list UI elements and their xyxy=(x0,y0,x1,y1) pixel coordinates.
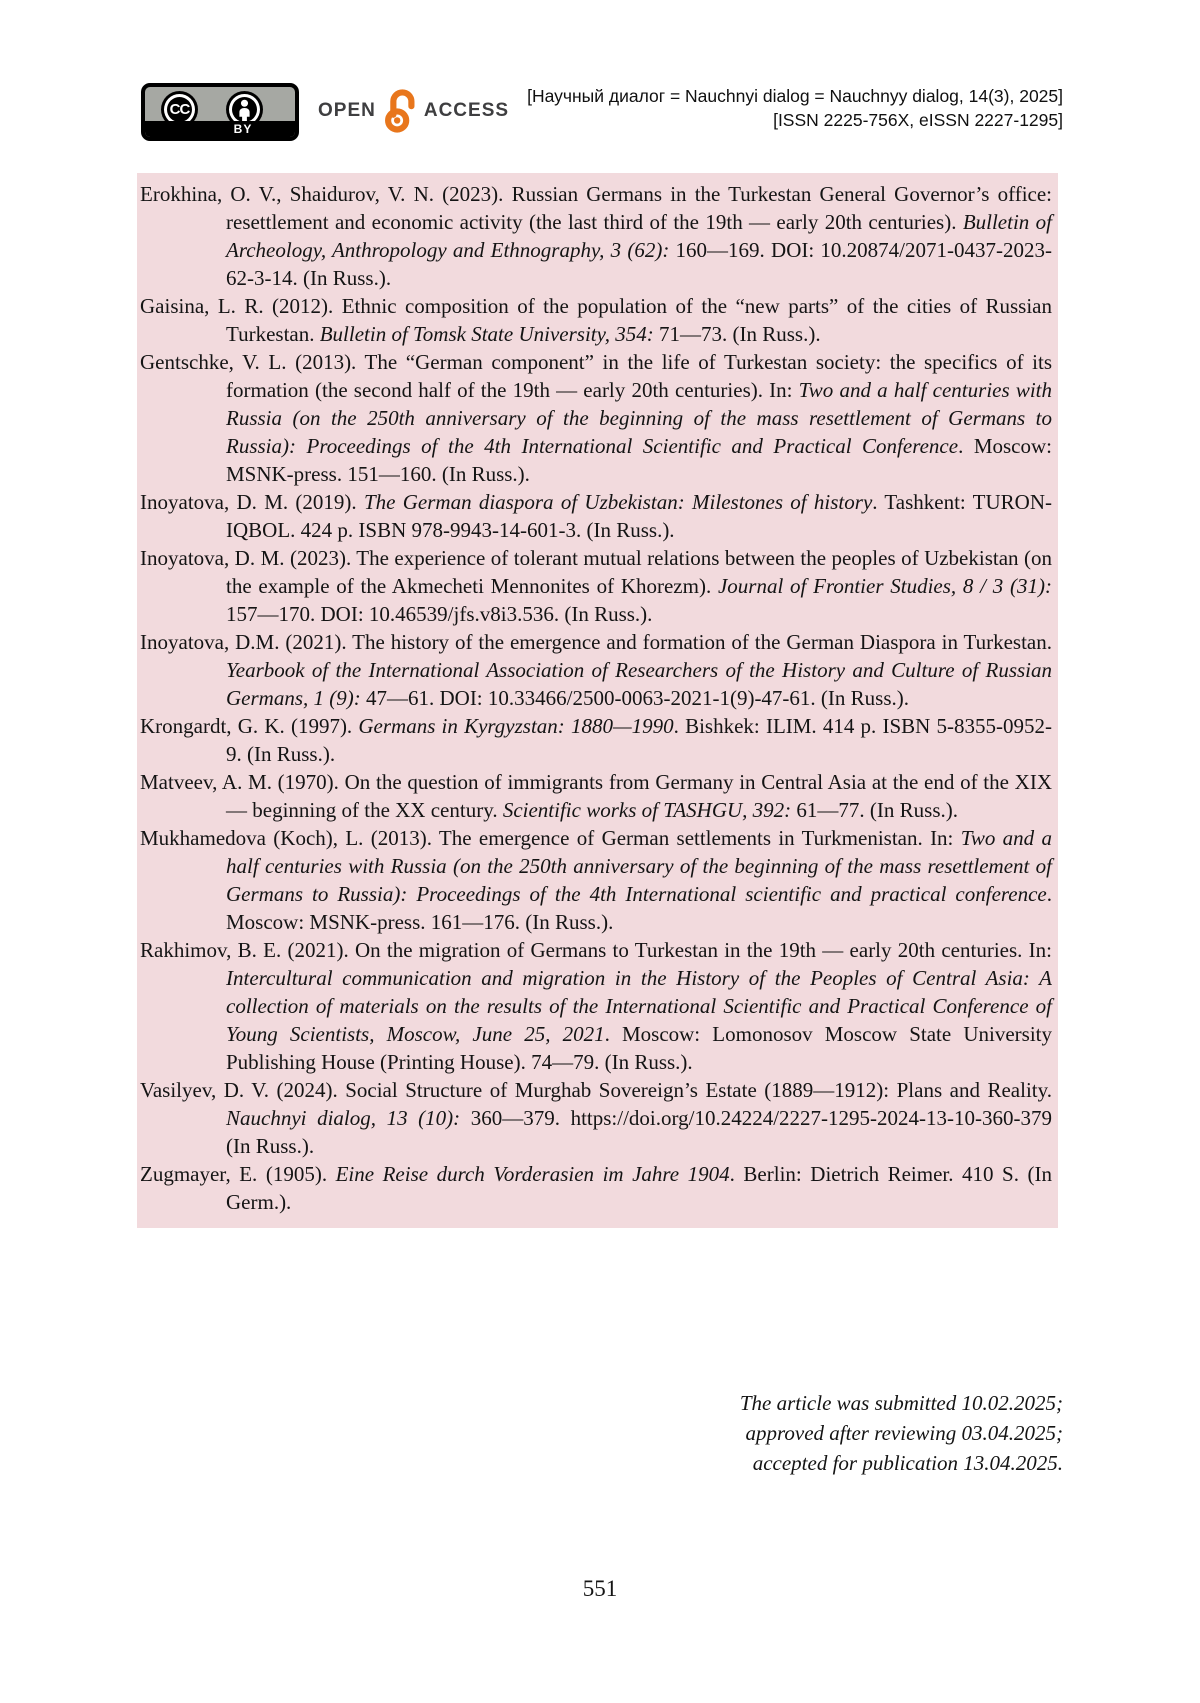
reference-item xyxy=(140,348,1052,488)
approved-line: approved after reviewing 03.04.2025; xyxy=(745,1421,1063,1445)
reference-source-italic: Bulletin of Tomsk State University, 354: xyxy=(319,322,654,346)
journal-title-line: [Научный диалог = Nauchnyi dialog = Nauchnyy dialog, 14(3), 2025] xyxy=(527,86,1063,106)
reference-text: Inoyatova, D. M. (2019). xyxy=(140,490,364,514)
reference-item xyxy=(140,488,1052,544)
reference-item xyxy=(140,768,1052,824)
reference-text: . Tashkent: TURON-IQBOL. 424 p. ISBN 978-9943-14-601-3. (In Russ.). xyxy=(226,490,1052,542)
cc-by-strip xyxy=(145,121,295,137)
reference-source-italic: Yearbook of the International Association of Researchers of the History and Culture of Russian Germans, 1 (9): xyxy=(226,658,1052,710)
reference-text: Gentschke, V. L. (2013). The “German component” in the life of Turkestan society: the specifics of its formation (the second half of the 19th — early 20th centuries). In: xyxy=(140,350,1052,402)
reference-item xyxy=(140,1076,1052,1160)
reference-source-italic: The German diaspora of Uzbekistan: Milestones of history xyxy=(363,490,873,514)
submitted-line: The article was submitted 10.02.2025; xyxy=(739,1391,1063,1415)
reference-item xyxy=(140,824,1052,936)
reference-source-italic: Eine Reise durch Vorderasien im Jahre 1904 xyxy=(335,1162,730,1186)
open-access-access-label: ACCESS xyxy=(423,100,510,121)
reference-source-italic: Nauchnyi dialog, 13 (10): xyxy=(226,1106,461,1130)
reference-item xyxy=(140,936,1052,1076)
reference-text: Gaisina, L. R. (2012). Ethnic composition of the population of the “new parts” of the cities of Russian Turkestan. xyxy=(140,294,1052,346)
reference-text: Vasilyev, D. V. (2024). Social Structure of Murghab Sovereign’s Estate (1889—1912): Plans and Reality. xyxy=(140,1078,1052,1102)
submission-dates xyxy=(740,1388,1063,1478)
cc-by-license-badge xyxy=(141,83,299,141)
reference-text: . Bishkek: ILIM. 414 p. ISBN 5-8355-0952-9. (In Russ.). xyxy=(226,714,1053,766)
journal-header-info xyxy=(527,84,1063,132)
reference-source-italic: Intercultural communication and migration in the History of the Peoples of Central Asia: A collection of materials on the results of the International Scientific and Practical Conference of Young Scientists, Moscow, June 25, 2021 xyxy=(226,966,1052,1046)
reference-text: 71—73. (In Russ.). xyxy=(653,322,821,346)
reference-source-italic: Scientific works of TASHGU, 392: xyxy=(502,798,792,822)
reference-source-italic: Journal of Frontier Studies, 8 / 3 (31): xyxy=(717,574,1052,598)
reference-item xyxy=(140,544,1052,628)
reference-item xyxy=(140,712,1052,768)
reference-text: Rakhimov, B. E. (2021). On the migration of Germans to Turkestan in the 19th — early 20th centuries. In: xyxy=(140,938,1052,962)
reference-text: 47—61. DOI: 10.33466/2500-0063-2021-1(9)-47-61. (In Russ.). xyxy=(360,686,910,710)
reference-text: . Moscow: MSNK-press. 151—160. (In Russ.). xyxy=(226,434,1052,486)
reference-source-italic: Germans in Kyrgyzstan: 1880—1990 xyxy=(358,714,674,738)
reference-item xyxy=(140,1160,1052,1216)
reference-source-italic: Two and a half centuries with Russia (on the 250th anniversary of the beginning of the mass resettlement of Germans to Russia): Proceedings of the 4th International Scientific and Practical Conference xyxy=(226,378,1052,458)
reference-text: Krongardt, G. K. (1997). xyxy=(140,714,359,738)
accepted-line: accepted for publication 13.04.2025. xyxy=(752,1451,1063,1475)
open-access-open-label: OPEN xyxy=(318,100,376,121)
reference-text: . Berlin: Dietrich Reimer. 410 S. (In Germ.). xyxy=(226,1162,1052,1214)
reference-item xyxy=(140,628,1052,712)
reference-source-italic: Bulletin of Archeology, Anthropology and Ethnography, 3 (62): xyxy=(226,210,1052,262)
reference-text: 360—379. https://doi.org/10.24224/2227-1295-2024-13-10-360-379 (In Russ.). xyxy=(226,1106,1053,1158)
reference-text: 61—77. (In Russ.). xyxy=(791,798,959,822)
reference-text: Inoyatova, D. M. (2023). The experience of tolerant mutual relations between the peoples of Uzbekistan (on the example of the Akmecheti Mennonites of Khorezm). xyxy=(140,546,1052,598)
reference-item xyxy=(140,180,1052,292)
references-list xyxy=(137,173,1058,1228)
open-lock-icon xyxy=(381,86,419,134)
reference-item xyxy=(140,292,1052,348)
reference-text: Erokhina, O. V., Shaidurov, V. N. (2023). Russian Germans in the Turkestan General Governor’s office: resettlement and economic activity (the last third of the 19th — early 20th centuries). xyxy=(140,182,1052,234)
reference-text: 160—169. DOI: 10.20874/2071-0437-2023-62-3-14. (In Russ.). xyxy=(226,238,1052,290)
cc-icon-label: CC xyxy=(169,101,190,118)
open-access-logo xyxy=(318,88,509,134)
page-number: 551 xyxy=(582,1576,618,1601)
reference-source-italic: Two and a half centuries with Russia (on the 250th anniversary of the beginning of the mass resettlement of Germans to Russia): Proceedings of the 4th International scientific and practical conference xyxy=(226,826,1052,906)
reference-text: Zugmayer, E. (1905). xyxy=(140,1162,336,1186)
journal-issn-line: [ISSN 2225-756X, eISSN 2227-1295] xyxy=(773,110,1063,130)
reference-text: Mukhamedova (Koch), L. (2013). The emergence of German settlements in Turkmenistan. In: xyxy=(140,826,961,850)
reference-text: Matveev, A. M. (1970). On the question of immigrants from Germany in Central Asia at the end of the XIX — beginning of the XX century. xyxy=(140,770,1052,822)
cc-by-label: BY xyxy=(233,122,253,136)
reference-text: . Moscow: Lomonosov Moscow State University Publishing House (Printing House). 74—79. (In Russ.). xyxy=(226,1022,1052,1074)
reference-text: Inoyatova, D.M. (2021). The history of the emergence and formation of the German Diaspora in Turkestan. xyxy=(140,630,1052,654)
reference-text: . Moscow: MSNK-press. 161—176. (In Russ.). xyxy=(226,882,1052,934)
reference-text: 157—170. DOI: 10.46539/jfs.v8i3.536. (In Russ.). xyxy=(226,602,653,626)
